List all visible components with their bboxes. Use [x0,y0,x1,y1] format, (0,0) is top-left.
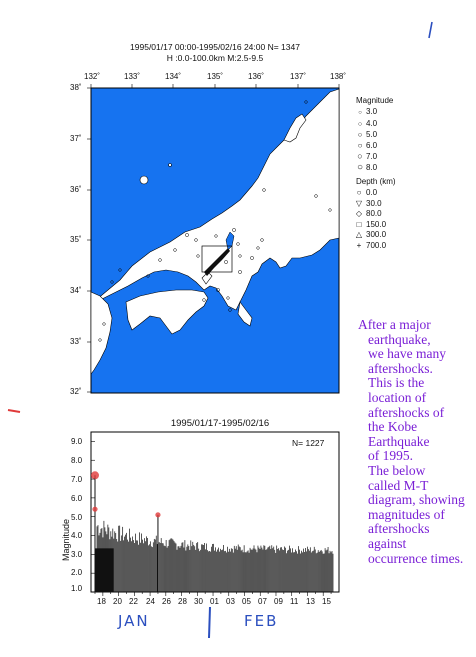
mt-xtick: 24 [146,597,155,606]
mt-xtick: 09 [274,597,283,606]
mt-xtick: 11 [290,597,299,606]
legend-magnitude-list: ○ 3.0 ○ 4.0 ○ 5.0 ○ 6.0 ○ 7.0 ○ 8.0 [356,107,378,173]
lat-tick: 38˚ [70,83,82,92]
mt-title: 1995/01/17-1995/02/16 [170,418,270,429]
mt-ytick: 5.0 [71,513,83,522]
mt-xtick: 03 [226,597,235,606]
legend-magnitude-title: Magnitude [356,96,394,105]
month-divider-stroke [209,607,210,638]
margin-mark [8,410,20,412]
lat-tick: 35˚ [70,235,82,244]
mt-ylabel: Magnitude [61,518,71,562]
map-header-line2: H :0.0-100.0km M:2.5-9.5 [166,53,264,63]
mt-ytick: 7.0 [71,475,83,484]
mt-ytick: 6.0 [71,494,83,503]
lon-tick: 138˚ [330,72,347,81]
lat-tick: 37˚ [70,134,82,143]
mt-xtick: 26 [162,597,171,606]
handwritten-jan: JAN [118,612,150,630]
mt-xtick: 30 [194,597,203,606]
mt-ytick: 4.0 [71,531,83,540]
mt-ytick: 2.0 [71,568,83,577]
lat-tick: 34˚ [70,286,82,295]
mt-xtick: 20 [113,597,122,606]
mt-count: N= 1227 [292,438,325,448]
mt-xtick: 07 [258,597,267,606]
mt-xtick: 01 [210,597,219,606]
corner-pen-stroke [429,22,432,38]
lat-tick: 32˚ [70,387,82,396]
mt-xtick: 22 [129,597,138,606]
mt-ytick: 1.0 [71,584,83,593]
annotation-text: After a major earthquake, we have many aftershocks. This is the location of aftershocks of the Kobe Earthquake of 1995. The below called M-T diagram, showing magnitudes of aftershocks against occurrence times. [358,317,465,566]
lon-tick: 134˚ [165,72,182,81]
mt-xtick: 28 [178,597,187,606]
lon-tick: 137˚ [290,72,307,81]
lon-tick: 132˚ [84,72,101,81]
lon-tick: 136˚ [248,72,265,81]
mt-xtick: 15 [322,597,331,606]
mt-xtick: 13 [306,597,315,606]
map-header-line1: 1995/01/17 00:00-1995/02/16 24:00 N= 1347 [130,42,300,52]
handwritten-feb: FEB [244,612,279,630]
lon-tick: 135˚ [207,72,224,81]
lon-tick: 133˚ [124,72,141,81]
mt-ytick: 9.0 [71,437,83,446]
mt-xtick: 05 [242,597,251,606]
mt-ytick: 3.0 [71,550,83,559]
legend-depth-title: Depth (km) [356,177,396,186]
lat-tick: 33˚ [70,337,82,346]
lat-tick: 36˚ [70,185,82,194]
legend-depth-list: ○ 0.0 ▽ 30.0 ◇ 80.0 □ 150.0 △ 300.0 + 700.0 [355,188,387,250]
mt-ytick: 8.0 [71,456,83,465]
mt-xtick: 18 [97,597,106,606]
